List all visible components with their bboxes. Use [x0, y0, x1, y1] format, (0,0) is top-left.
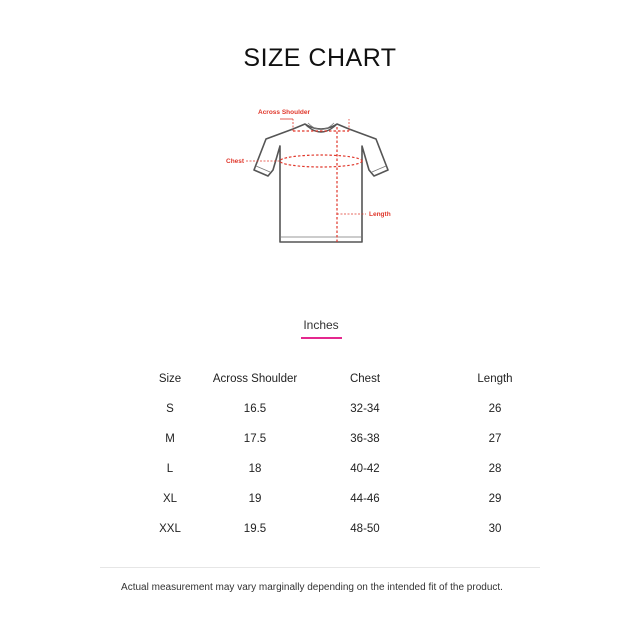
chest-measure-loop: [280, 155, 362, 167]
tshirt-icon: [210, 100, 430, 260]
tab-inches[interactable]: Inches: [303, 318, 339, 332]
footer-divider: [100, 567, 540, 568]
table-row: [140, 514, 570, 544]
cell-shoulder: 19.5: [243, 523, 267, 535]
cell-size: L: [166, 463, 174, 475]
cell-length: 28: [488, 463, 502, 475]
table-row: [140, 394, 570, 424]
size-table: [140, 364, 570, 544]
header-across-shoulder: Across Shoulder: [212, 373, 298, 385]
cell-size: XL: [162, 493, 178, 505]
cell-chest: 36-38: [350, 433, 380, 445]
table-header-row: [140, 364, 570, 394]
cell-size: S: [166, 403, 174, 415]
tshirt-measurement-diagram: [210, 100, 430, 260]
header-chest: Chest: [349, 373, 381, 385]
cell-length: 29: [488, 493, 502, 505]
cell-shoulder: 17.5: [243, 433, 267, 445]
cell-shoulder: 19: [248, 493, 262, 505]
cell-chest: 48-50: [350, 523, 380, 535]
table-row: [140, 424, 570, 454]
tshirt-outline: [254, 124, 388, 242]
shoulder-label: Across Shoulder: [258, 109, 311, 116]
length-label: Length: [369, 211, 391, 218]
cell-length: 27: [488, 433, 502, 445]
header-length: Length: [477, 373, 513, 385]
cell-length: 26: [488, 403, 502, 415]
cell-chest: 32-34: [350, 403, 380, 415]
table-row: [140, 484, 570, 514]
cell-chest: 40-42: [350, 463, 380, 475]
table-row: [140, 454, 570, 484]
cell-chest: 44-46: [350, 493, 380, 505]
page-title: SIZE CHART: [243, 44, 397, 72]
chest-label: Chest: [226, 158, 245, 165]
cell-length: 30: [488, 523, 502, 535]
tab-active-indicator: [301, 337, 342, 339]
fit-disclaimer: Actual measurement may vary marginally depending on the intended fit of the product.: [121, 582, 503, 593]
cell-size: M: [165, 433, 175, 445]
header-size: Size: [158, 373, 182, 385]
cell-size: XXL: [159, 523, 181, 535]
cell-shoulder: 18: [248, 463, 262, 475]
cell-shoulder: 16.5: [243, 403, 267, 415]
